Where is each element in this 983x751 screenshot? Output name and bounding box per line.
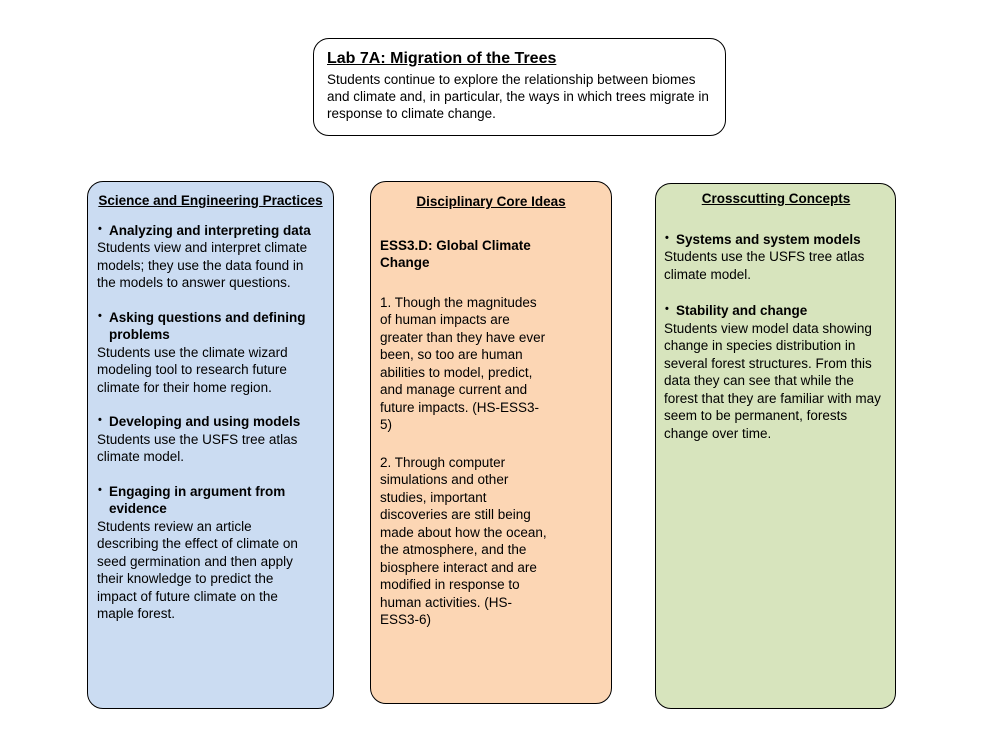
panel-body-practices [97, 222, 324, 623]
bullet-icon: • [665, 231, 669, 244]
bullet-icon: • [98, 414, 102, 426]
practice-item-title: Asking questions and defining problems [109, 309, 306, 342]
practice-item-heading [97, 309, 311, 344]
lesson-title-box [313, 38, 726, 136]
lesson-title: Lab 7A: Migration of the Trees [327, 50, 557, 67]
practice-item-title: Developing and using models [109, 414, 301, 429]
practice-item-title: Engaging in argument from evidence [109, 483, 286, 516]
practice-item-desc: Students use the climate wizard modeling tool to research future climate for their home region. [97, 344, 288, 395]
concept-item-desc: Students use the USFS tree atlas climate model. [664, 249, 865, 282]
panel-body-crosscutting [664, 231, 888, 443]
core-idea-paragraph-1: 1. Though the magnitudes of human impacts are greater than they have ever been, so too are human abilities to model, predict, and manage current and future impacts. (HS-ESS3-5) [380, 294, 546, 432]
panel-header-practices: Science and Engineering Practices [98, 193, 323, 208]
panel-body-core-ideas [380, 237, 602, 629]
practice-item-desc: Students use the USFS tree atlas climate model. [97, 431, 298, 464]
concept-item-heading [664, 302, 888, 320]
practice-item-desc: Students view and interpret climate models; they use the data found in the models to answer questions. [97, 240, 308, 290]
concept-item-desc: Students view model data showing change in species distribution in several forest structures. From this data they can see that while the forest that they are familiar with may seem to be permanent, forests change over time. [664, 320, 881, 441]
panel-header-crosscutting: Crosscutting Concepts [701, 191, 851, 206]
bullet-icon: • [665, 303, 669, 315]
concept-item-heading [664, 231, 888, 249]
practice-item-title: Analyzing and interpreting data [109, 222, 311, 238]
concept-item-title: Stability and change [676, 303, 808, 318]
practice-item-heading [97, 413, 311, 431]
bullet-icon: • [98, 309, 102, 322]
practice-item-analyzing-data [97, 222, 311, 292]
practice-item-asking-questions [97, 309, 311, 397]
concept-item-systems [664, 231, 888, 284]
concept-item-title: Systems and system models [676, 231, 861, 247]
panel-science-engineering-practices [87, 181, 334, 709]
practice-item-engaging-argument [97, 483, 311, 623]
practice-item-developing-models [97, 413, 311, 466]
concept-item-stability [664, 302, 888, 442]
practice-item-heading [97, 222, 311, 240]
practice-item-heading [97, 483, 311, 518]
panel-crosscutting-concepts [655, 183, 896, 709]
practice-item-desc: Students review an article describing the effect of climate on seed germination and then apply their knowledge to predict the impact of future climate on the maple forest. [97, 518, 298, 621]
bullet-icon: • [98, 222, 102, 235]
panel-disciplinary-core-ideas [370, 181, 612, 704]
bullet-icon: • [98, 483, 102, 496]
core-idea-paragraph-2: 2. Through computer simulations and other studies, important discoveries are still being made about how the ocean, the atmosphere, and the biosphere interact and are modified in response to human activities. (HS-ESS3-6) [380, 454, 547, 627]
panel-header-core-ideas: Disciplinary Core Ideas [416, 194, 566, 209]
lesson-description: Students continue to explore the relationship between biomes and climate and, in particular, the ways in which trees migrate in response to climate change. [327, 72, 709, 121]
core-ideas-subheading: ESS3.D: Global Climate Change [380, 237, 531, 270]
